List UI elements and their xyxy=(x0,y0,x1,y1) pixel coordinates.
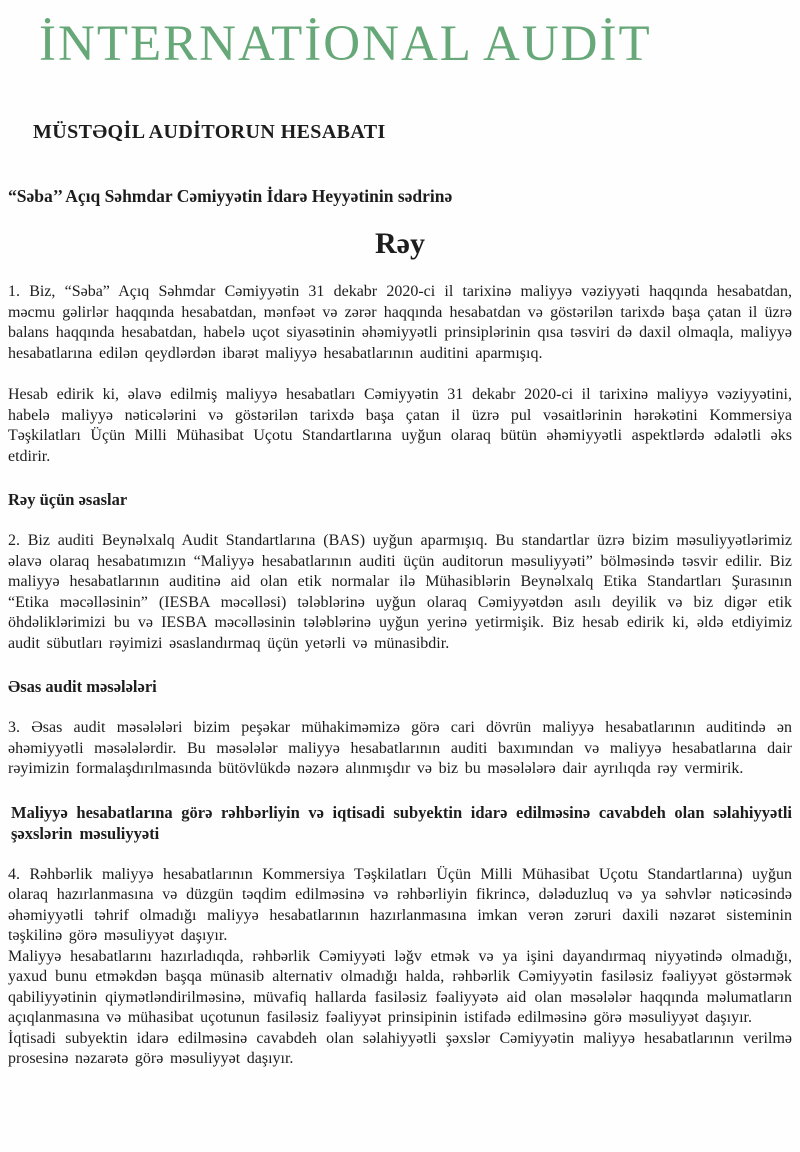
report-title: MÜSTƏQİL AUDİTORUN HESABATI xyxy=(33,121,386,143)
paragraph-going-concern: Maliyyə hesabatlarını hazırladıqda, rəhbərlik Cəmiyyəti ləğv etmək və ya işini dayandırmaq niyyətində olmadığı, yaxud bunu etməkdən başqa münasib alternativ olmadığı halda, rəhbərlik Cəmiyyətin fasiləsiz fəaliyyət göstərmək qabiliyyətinin qiymətləndirilməsinə, müvafiq hallarda fasiləsiz fəaliyyətə aid olan məsələlər haqqında məlumatların açıqlanmasına və mühasibat uçotunun fasiləsiz fəaliyyət prinsipinin istifadə edilməsinə görə məsuliyyət daşıyır. xyxy=(8,947,792,1026)
basis-for-opinion-heading: Rəy üçün əsaslar xyxy=(8,490,128,509)
paragraph-key-audit-matters: 3. Əsas audit məsələləri bizim peşəkar mühakiməmizə görə cari dövrün maliyyə hesabatlarının auditində ən əhəmiyyətli məsələlərdir. Bu məsələlər maliyyə hesabatlarının auditi baxımından və maliyyə hesabatlarına dair rəyimizin formalaşdırılmasında bütövlükdə nəzərə alınmışdır və biz bu məsələlərə dair ayrılıqda rəy vermirik. xyxy=(8,719,792,777)
opinion-heading: Rəy xyxy=(375,227,425,260)
paragraph-opinion-scope: 1. Biz, “Səba” Açıq Səhmdar Cəmiyyətin 31 dekabr 2020-ci il tarixinə maliyyə vəziyyəti haqqında hesabatdan, məcmu gəlirlər haqqında hesabatdan, mənfəət və zərər haqqında hesabatdan və göstərilən tarixdə başa çatan il üzrə balans haqqında hesabatdan, habelə uçot siyasətinin əhəmiyyətli prinsiplərinin qısa təsviri də daxil olmaqla, maliyyə hesabatlarına edilən qeydlərdən ibarət maliyyə hesabatlarının auditini aparmışıq. xyxy=(8,283,792,362)
management-responsibility-heading: Maliyyə hesabatlarına görə rəhbərliyin və iqtisadi subyektin idarə edilməsinə cavabdeh olan səlahiyyətli şəxslərin məsuliyyəti xyxy=(11,802,792,843)
paragraph-opinion-statement: Hesab edirik ki, əlavə edilmiş maliyyə hesabatları Cəmiyyətin 31 dekabr 2020-ci il tarixinə maliyyə vəziyyətini, habelə maliyyə nəticələrini və göstərilən tarixdə başa çatan il üzrə pul vəsaitlərinin hərəkətini Kommersiya Təşkilatları Üçün Milli Mühasibat Uçotu Standartlarına uyğun olaraq bütün əhəmiyyətli aspektlərdə ədalətli əks etdirir. xyxy=(8,386,792,465)
paragraph-management-responsibility: 4. Rəhbərlik maliyyə hesabatlarının Kommersiya Təşkilatları Üçün Milli Mühasibat Uçotu Standartlarına) uyğun olaraq hazırlanmasına və düzgün təqdim edilməsinə və rəhbərliyin fikrincə, dələduzluq və ya səhvlər nəticəsində əhəmiyyətli təhrif olmadığı maliyyə hesabatlarının hazırlanmasına imkan verən zəruri daxili nəzarət sisteminin təşkilinə görə məsuliyyət daşıyır. xyxy=(8,865,792,944)
paragraph-basis-for-opinion: 2. Biz auditi Beynəlxalq Audit Standartlarına (BAS) uyğun aparmışıq. Bu standartlar üzrə bizim məsuliyyətlərimiz əlavə olaraq hesabatımızın “Maliyyə hesabatlarının auditi üçün auditorun məsuliyyəti” bölməsində təsvir edilir. Biz maliyyə hesabatlarının auditinə aid olan etik normalar ilə Mühasiblərin Beynəlxalq Etika Standartları Şurasının “Etika məcəlləsinin” (IESBA məcəlləsi) tələblərinə uyğun olaraq Cəmiyyətdən asılı deyilik və biz digər etik öhdəliklərimizi bu və IESBA məcəlləsinin tələblərinə uyğun yerinə yetirmişik. Biz hesab edirik ki, əldə etdiyimiz audit sübutları rəyimizi əsaslandırmaq üçün yetərli və münasibdir. xyxy=(8,532,792,652)
company-logo: İNTERNATİONAL AUDİT xyxy=(39,16,652,72)
key-audit-matters-heading: Əsas audit məsələləri xyxy=(8,677,157,696)
addressee-line: “Səba’’ Açıq Səhmdar Cəmiyyətin İdarə Heyyətinin sədrinə xyxy=(8,186,453,206)
paragraph-governance-oversight: İqtisadi subyektin idarə edilməsinə cavabdeh olan səlahiyyətli şəxslər Cəmiyyətin maliyyə hesabatlarının verilmə prosesinə nəzarətə görə məsuliyyət daşıyır. xyxy=(8,1029,792,1067)
